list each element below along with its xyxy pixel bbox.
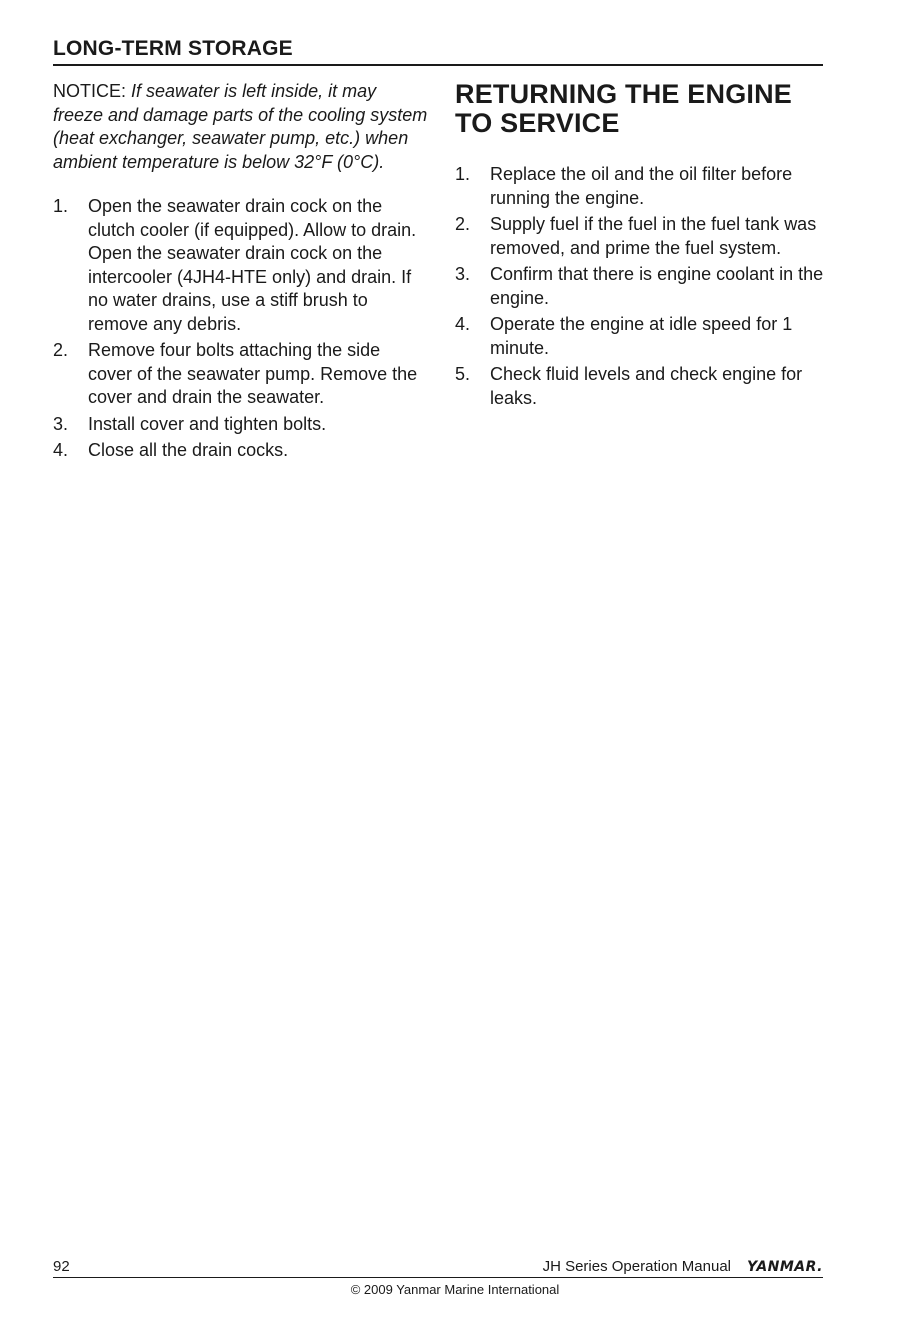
list-item (455, 213, 830, 260)
step-text: Supply fuel if the fuel in the fuel tank was removed, and prime the fuel system. (490, 214, 817, 258)
notice (53, 80, 428, 174)
step-number: 5. (455, 364, 471, 384)
step-text: Close all the drain cocks. (88, 440, 289, 460)
right-column (455, 80, 830, 413)
step-number: 2. (455, 214, 471, 234)
step-text: Replace the oil and the oil filter before running the engine. (490, 164, 793, 208)
copyright-notice: © 2009 Yanmar Marine International (350, 1282, 560, 1297)
footer-divider (53, 1277, 823, 1278)
step-text: Confirm that there is engine coolant in the engine. (490, 264, 824, 308)
step-number: 4. (53, 440, 69, 460)
list-item (53, 339, 428, 410)
list-item (53, 413, 428, 437)
notice-text: If seawater is left inside, it may freeze and damage parts of the cooling system (heat exchanger, seawater pump, etc.) when ambient temperature is below 32°F (0°C). (53, 81, 428, 172)
step-text: Operate the engine at idle speed for 1 minute. (490, 314, 793, 358)
step-number: 3. (455, 264, 471, 284)
notice-label: NOTICE: (53, 81, 127, 101)
list-item (455, 163, 830, 210)
subsection-heading: RETURNING THE ENGINE TO SERVICE (455, 79, 793, 138)
step-number: 1. (53, 196, 69, 216)
list-item (53, 195, 428, 336)
step-number: 4. (455, 314, 471, 334)
service-steps-list (455, 163, 830, 410)
list-item (455, 263, 830, 310)
section-title: LONG-TERM STORAGE (53, 36, 823, 66)
list-item (455, 363, 830, 410)
manual-title: JH Series Operation Manual (542, 1258, 732, 1275)
step-text: Check fluid levels and check engine for leaks. (490, 364, 803, 408)
left-column (53, 80, 428, 466)
list-item (455, 313, 830, 360)
page-number: 92 (53, 1258, 70, 1275)
footer-right (543, 1258, 823, 1276)
step-text: Open the seawater drain cock on the clutch cooler (if equipped). Allow to drain. Open the seawater drain cock on the intercooler (4JH4-HTE only) and drain. If no water drains, use a stiff brush to remove any debris. (88, 196, 417, 334)
step-number: 3. (53, 413, 69, 434)
storage-steps-list (53, 195, 428, 463)
list-item (53, 439, 428, 463)
step-text: Remove four bolts attaching the side cover of the seawater pump. Remove the cover and drain the seawater. (88, 340, 418, 407)
step-text: Install cover and tighten bolts. (88, 413, 327, 434)
step-number: 2. (53, 340, 69, 360)
brand-logo: YANMAR. (747, 1259, 823, 1275)
step-number: 1. (455, 164, 471, 184)
